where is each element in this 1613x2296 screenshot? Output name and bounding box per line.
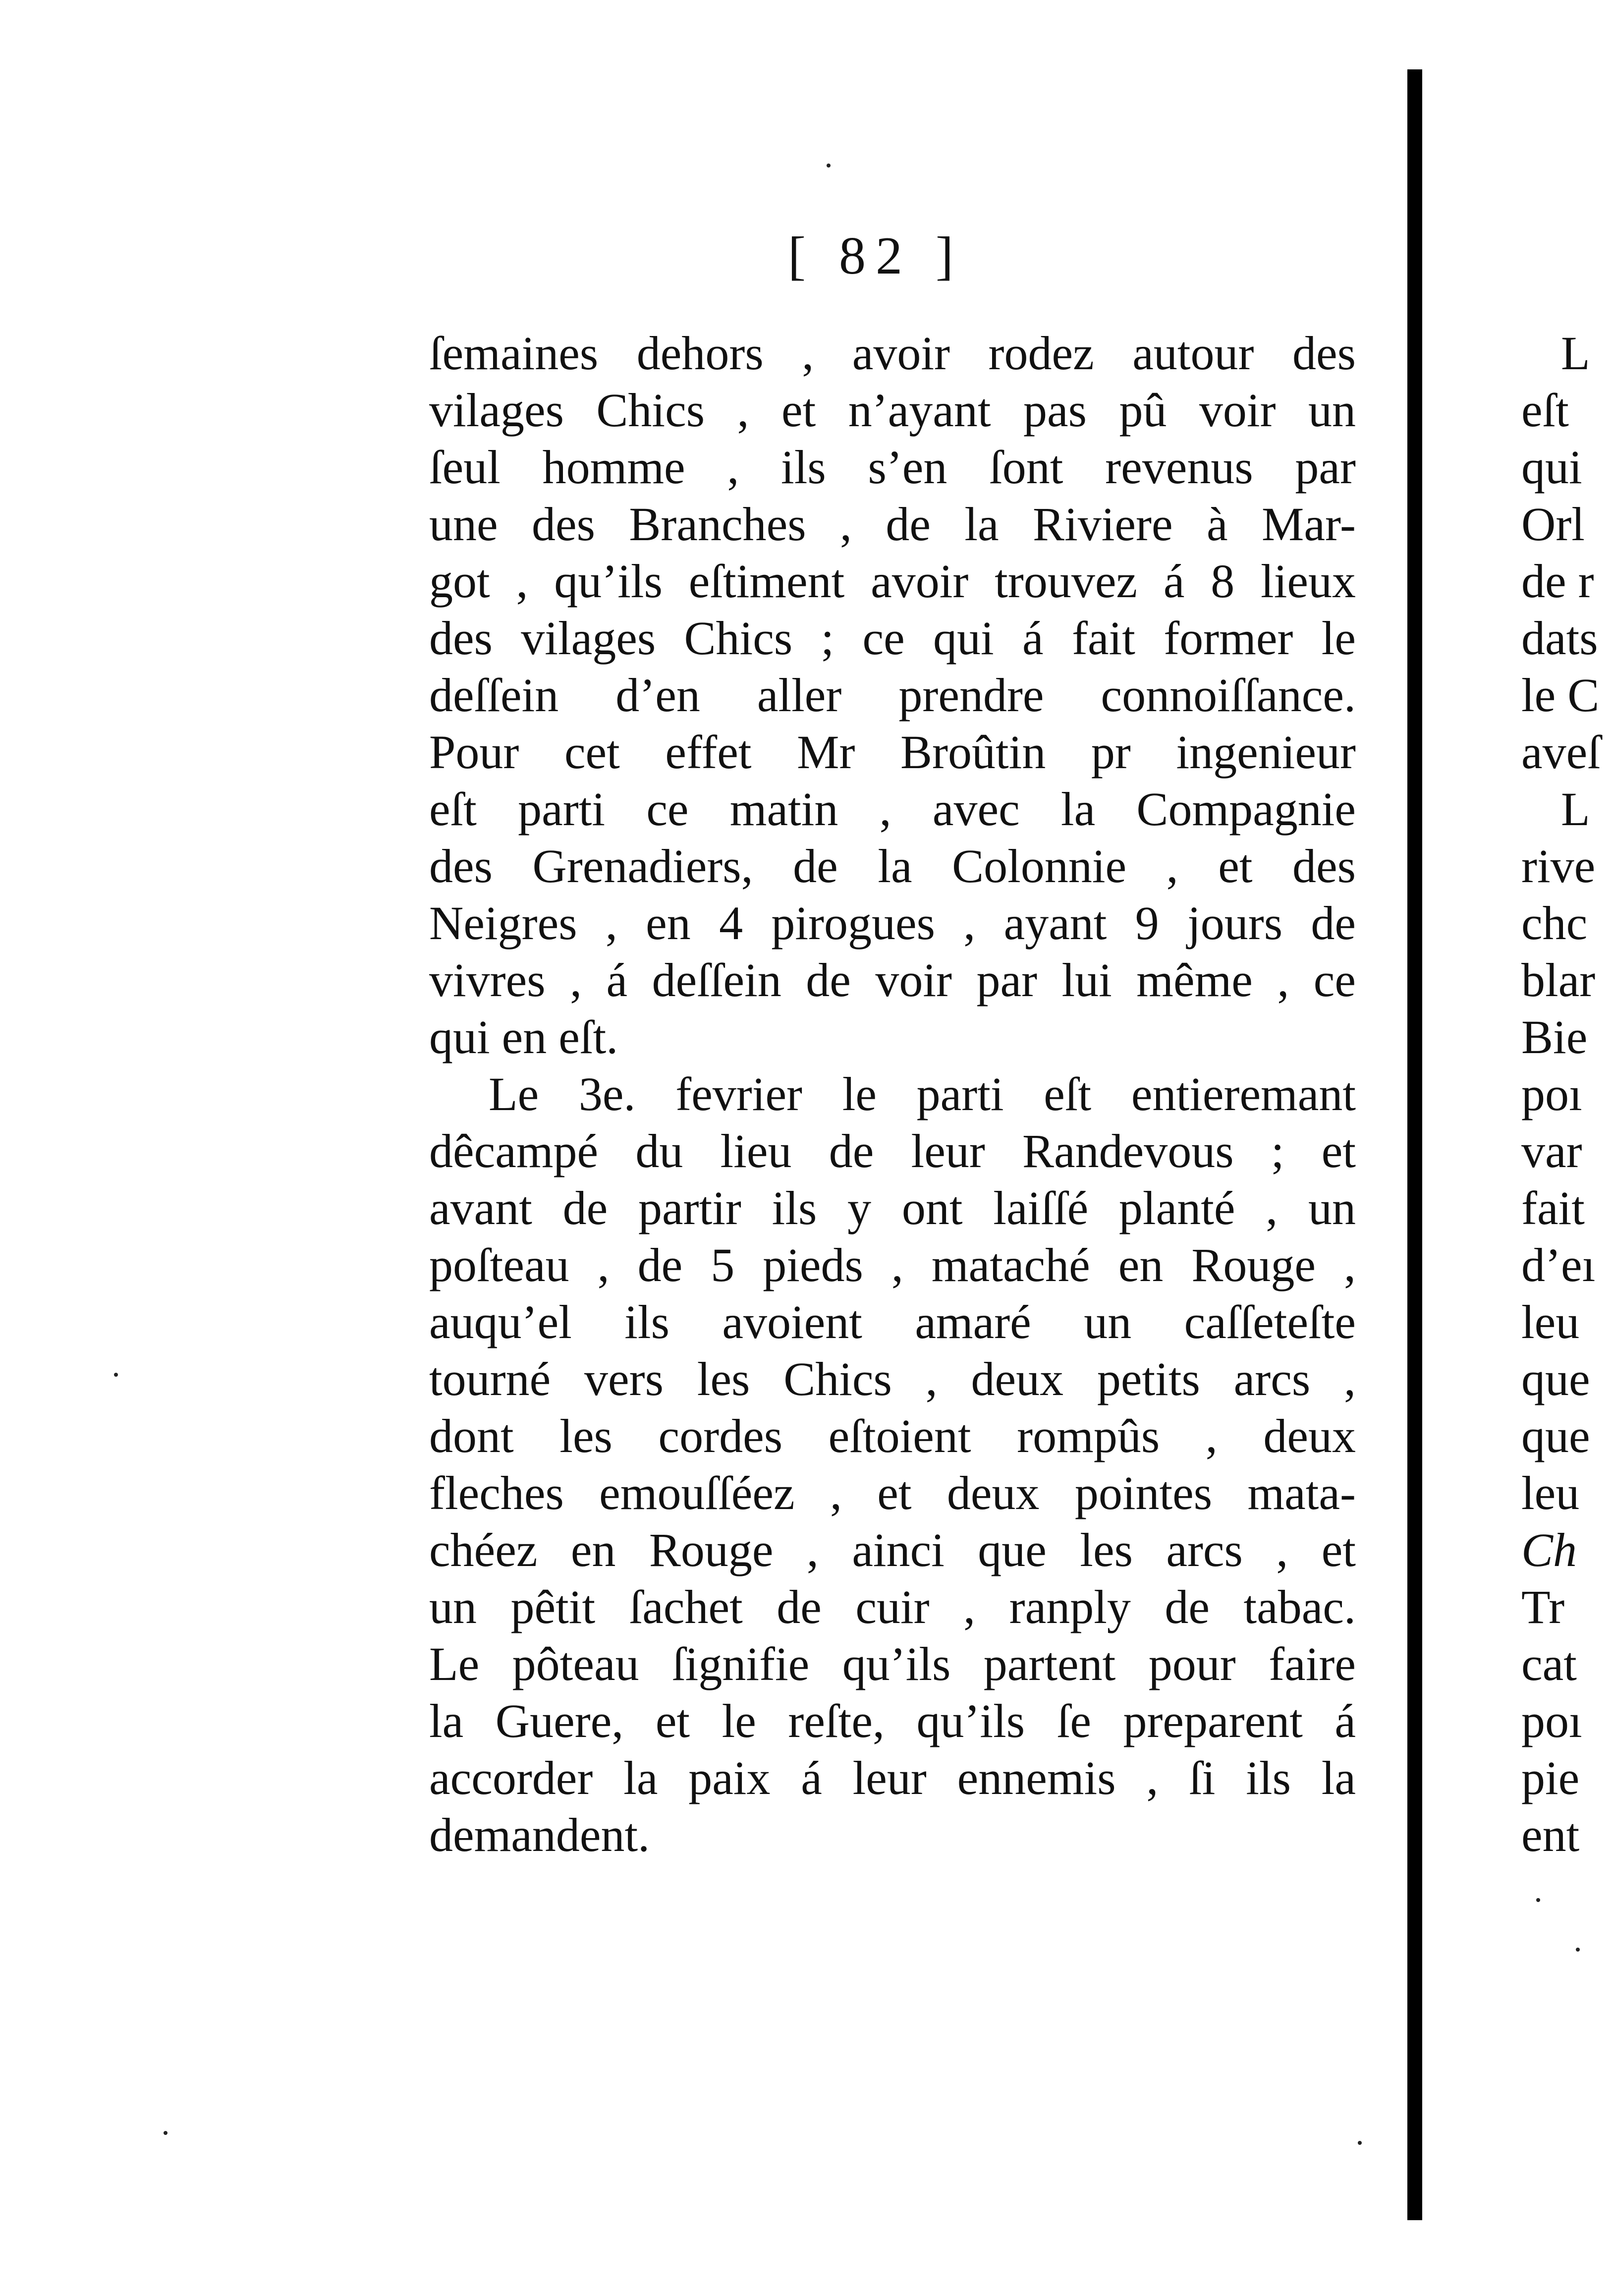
text-fragment: leu — [1521, 1295, 1580, 1348]
text-fragment: L — [1561, 327, 1590, 380]
text-line: deſſein d’en aller prendre connoiſſance. — [429, 669, 1356, 722]
body-text — [429, 325, 1356, 1863]
text-line: des Grenadiers, de la Colonnie , et des — [429, 840, 1356, 893]
text-fragment: le C — [1521, 669, 1600, 722]
ink-speck — [1358, 2141, 1362, 2145]
facing-page-edge — [1422, 0, 1613, 2296]
text-line: tourné vers les Chics , deux petits arcs , — [429, 1352, 1356, 1405]
text-line: auqu’el ils avoient amaré un caſſeteſte — [429, 1295, 1356, 1348]
text-line: got , qu’ils eſtiment avoir trouvez á 8 lieux — [429, 555, 1356, 608]
text-line: qui en eſt. — [429, 1010, 618, 1064]
text-fragment: fait — [1521, 1181, 1585, 1234]
text-fragment: leu — [1521, 1466, 1580, 1519]
text-line: accorder la paix á leur ennemis , ſi ils la — [429, 1751, 1356, 1804]
text-line: eſt parti ce matin , avec la Compagnie — [429, 783, 1356, 836]
text-line: dont les cordes eſtoient rompûs , deux — [429, 1409, 1356, 1462]
ink-speck — [1536, 1898, 1540, 1902]
text-line: ſeul homme , ils s’en ſont revenus par — [429, 441, 1356, 494]
text-fragment: que — [1521, 1409, 1590, 1462]
text-fragment: eſt — [1521, 384, 1569, 437]
text-line: vilages Chics , et n’ayant pas pû voir un — [429, 384, 1356, 437]
text-fragment: poı — [1521, 1694, 1582, 1747]
text-line: un pêtit ſachet de cuir , ranply de tabac. — [429, 1580, 1356, 1633]
text-fragment: L — [1561, 783, 1590, 836]
ink-speck — [1576, 1948, 1580, 1952]
gutter-shadow — [1407, 69, 1422, 2220]
text-fragment: d’eı — [1521, 1238, 1596, 1291]
text-fragment: var — [1521, 1124, 1582, 1177]
text-line: des vilages Chics ; ce qui á fait former le — [429, 612, 1356, 665]
text-fragment: Orl — [1521, 498, 1585, 551]
ink-speck — [827, 164, 831, 168]
text-fragment: de r — [1521, 555, 1594, 608]
text-fragment: Bie — [1521, 1010, 1588, 1064]
text-line: dêcampé du lieu de leur Randevous ; et — [429, 1124, 1356, 1177]
text-line: Le pôteau ſignifie qu’ils partent pour faire — [429, 1637, 1356, 1690]
text-line: Neigres , en 4 pirogues , ayant 9 jours de — [429, 896, 1356, 950]
text-line: demandent. — [429, 1808, 650, 1861]
text-line: la Guere, et le reſte, qu’ils ſe preparent á — [429, 1694, 1356, 1747]
text-line: fleches emouſſéez , et deux pointes mata- — [429, 1466, 1356, 1519]
text-line: chéez en Rouge , ainci que les arcs , et — [429, 1523, 1356, 1576]
text-fragment: poı — [1521, 1067, 1582, 1120]
text-line: une des Branches , de la Riviere à Mar- — [429, 498, 1356, 551]
text-fragment: ent — [1521, 1808, 1580, 1861]
text-fragment: Ch — [1521, 1523, 1577, 1576]
page-number: [ 82 ] — [788, 226, 963, 285]
text-line: ſemaines dehors , avoir rodez autour des — [429, 327, 1356, 380]
text-line: avant de partir ils y ont laiſſé planté , un — [429, 1181, 1356, 1234]
ink-speck — [164, 2131, 167, 2135]
text-fragment: que — [1521, 1352, 1590, 1405]
text-line: Pour cet effet Mr Broûtin pr ingenieur — [429, 726, 1356, 779]
text-fragment: pie — [1521, 1751, 1580, 1804]
text-fragment: blar — [1521, 953, 1596, 1007]
text-fragment: qui — [1521, 441, 1582, 494]
text-line: Le 3e. fevrier le parti eſt entieremant — [489, 1067, 1356, 1120]
text-fragment: rive — [1521, 840, 1596, 893]
text-fragment: cat — [1521, 1637, 1577, 1690]
text-fragment: chc — [1521, 896, 1588, 950]
text-line: poſteau , de 5 pieds , mataché en Rouge , — [429, 1238, 1356, 1291]
facing-page-text — [1521, 325, 1601, 1863]
text-fragment: dats — [1521, 612, 1598, 665]
ink-speck — [114, 1373, 118, 1377]
text-fragment: Tr — [1521, 1580, 1565, 1633]
text-fragment: aveſ — [1521, 726, 1601, 779]
text-line: vivres , á deſſein de voir par lui même , ce — [429, 953, 1356, 1007]
